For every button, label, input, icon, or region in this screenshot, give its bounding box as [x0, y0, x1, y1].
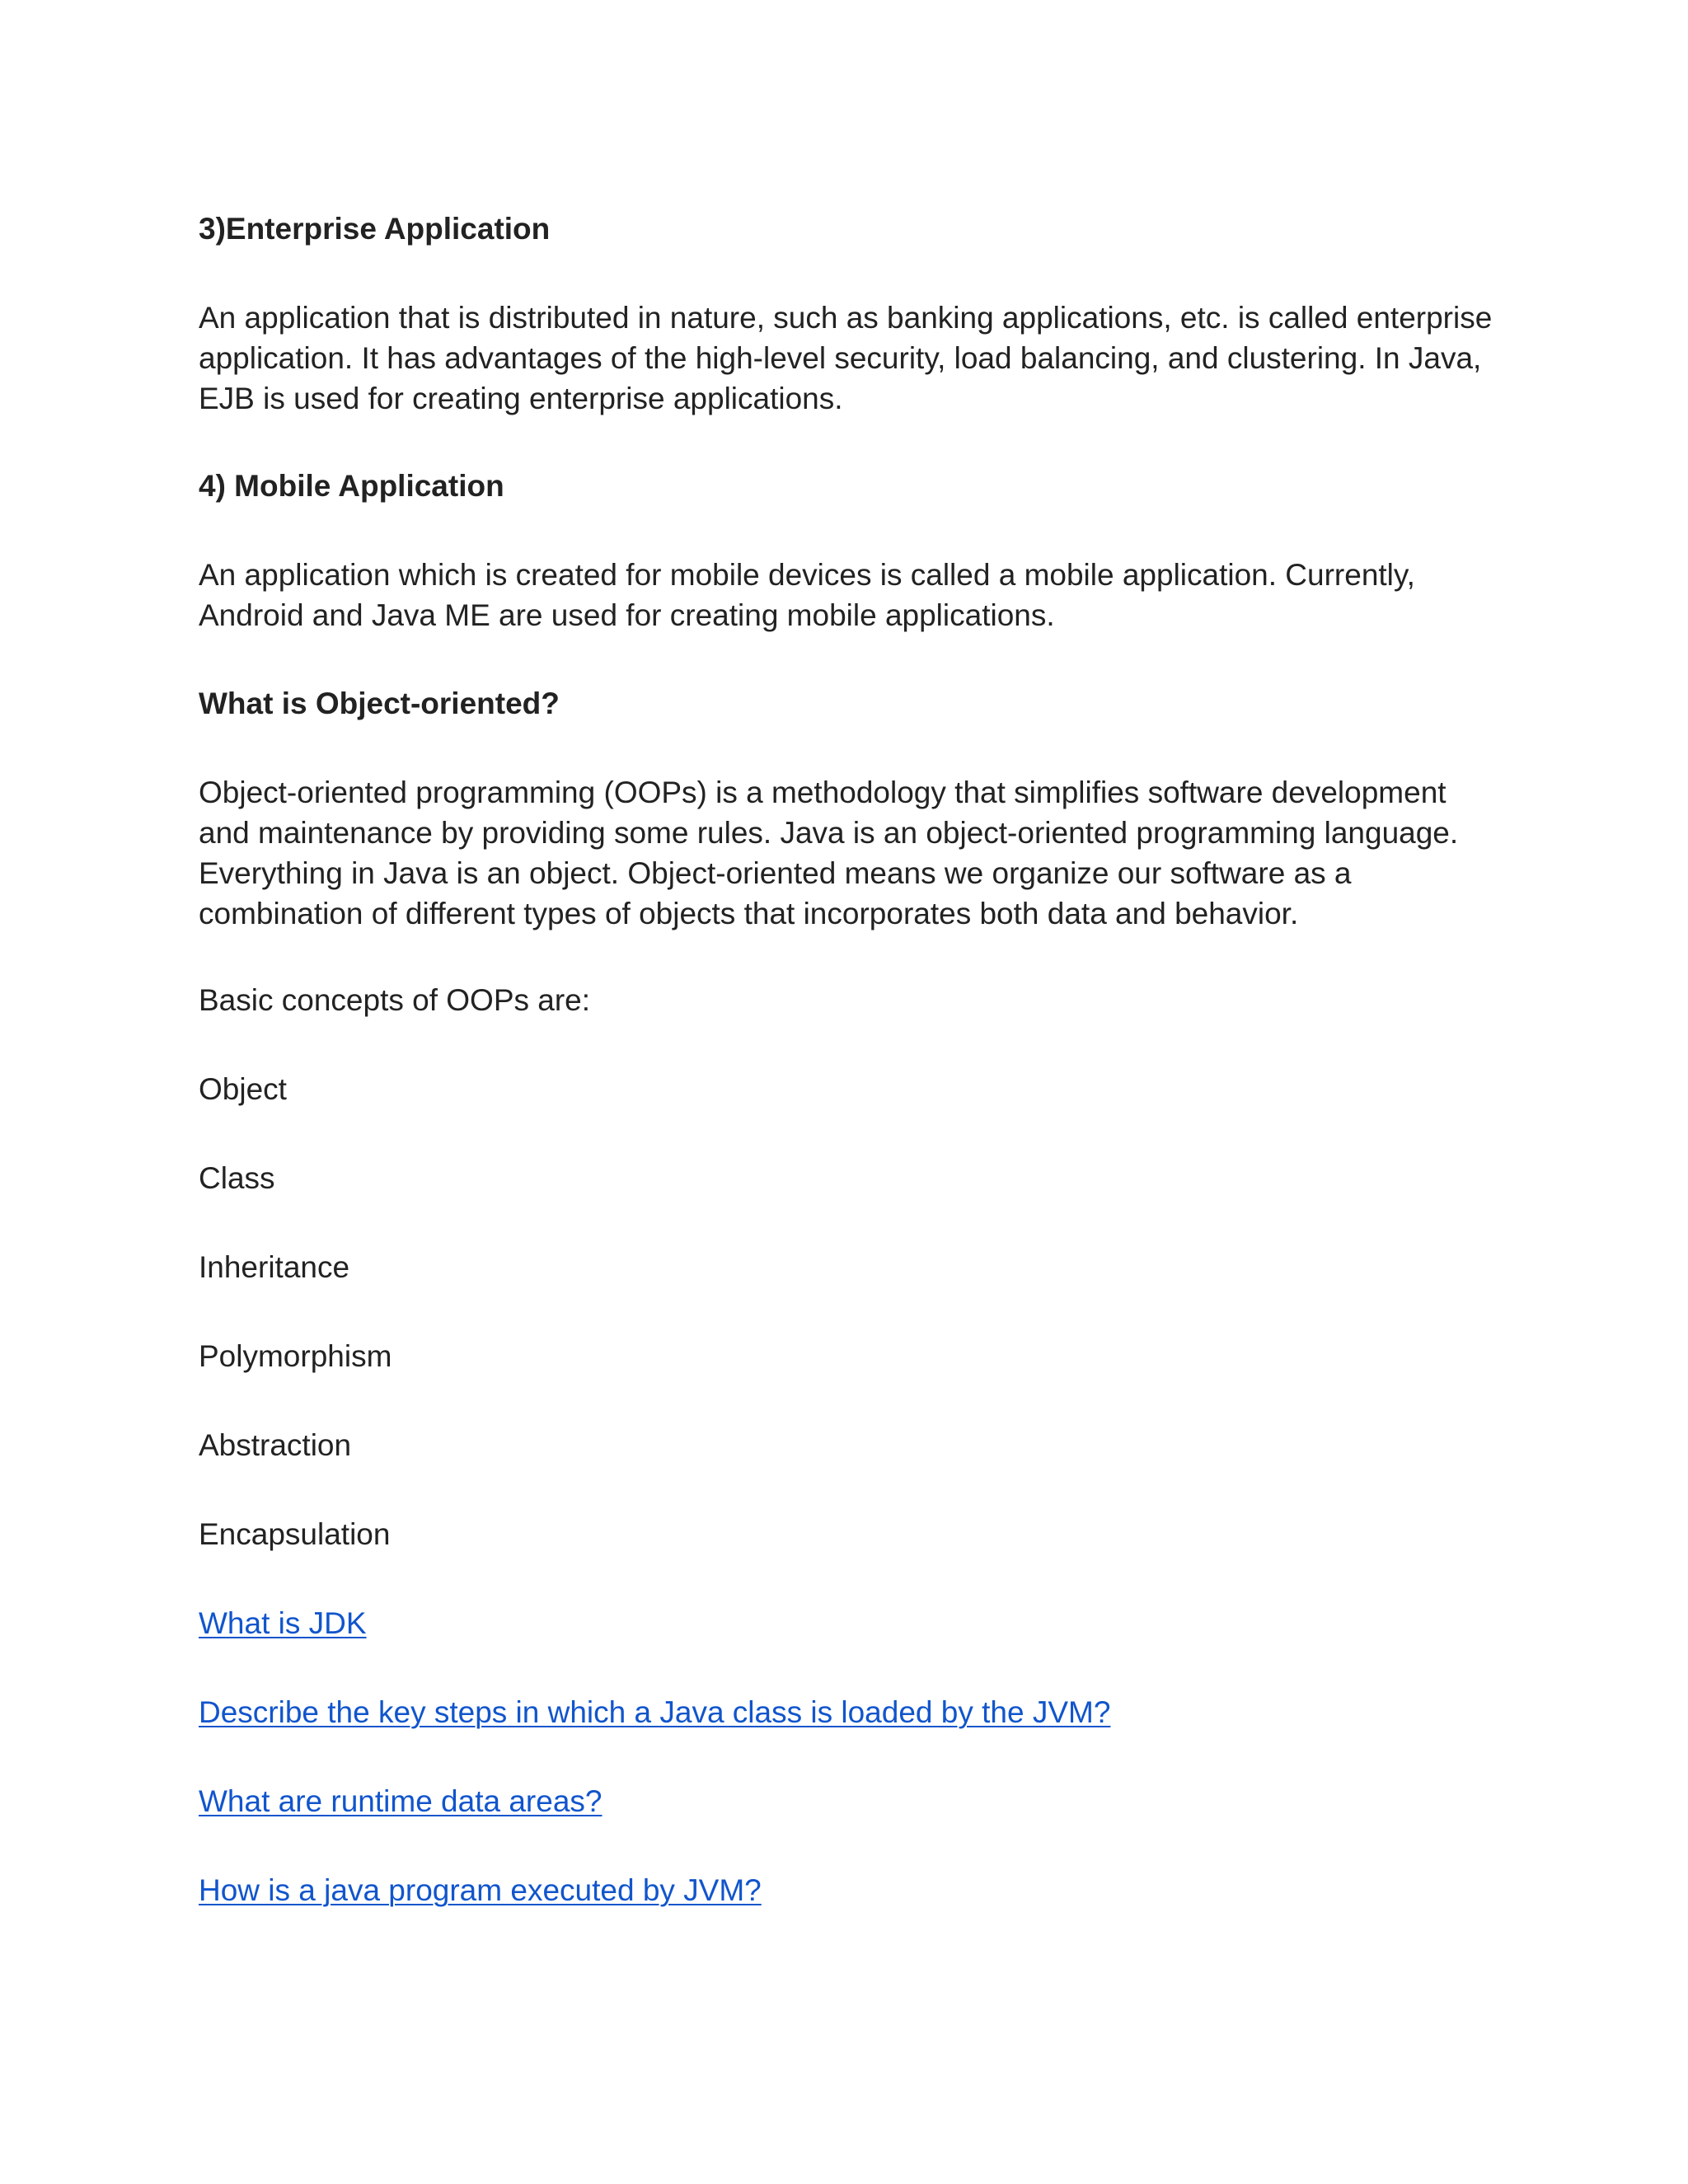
concept-item-abstraction: Abstraction — [199, 1428, 352, 1462]
class-loading-steps-link[interactable]: Describe the key steps in which a Java class is loaded by the JVM? — [199, 1695, 1111, 1729]
mobile-application-paragraph: An application which is created for mobile devices is called a mobile application. Currently, Android and Java ME are used for creating mobile applications. — [199, 558, 1415, 632]
enterprise-application-paragraph: An application that is distributed in nature, such as banking applications, etc. is called enterprise application. It has advantages of the high-level security, load balancing, and clustering. In Java, EJB is used for creating enterprise applications. — [199, 301, 1493, 415]
concept-item-object: Object — [199, 1072, 287, 1106]
oops-concepts-intro: Basic concepts of OOPs are: — [199, 983, 591, 1017]
concept-item-polymorphism: Polymorphism — [199, 1339, 392, 1373]
concept-item-inheritance: Inheritance — [199, 1250, 350, 1284]
link-row-runtime-data-areas — [199, 1781, 1501, 1821]
what-is-jdk-link[interactable]: What is JDK — [199, 1606, 367, 1640]
object-oriented-heading: What is Object-oriented? — [199, 687, 560, 720]
link-row-jvm-execution — [199, 1870, 1501, 1910]
jvm-program-execution-link[interactable]: How is a java program executed by JVM? — [199, 1873, 762, 1907]
enterprise-application-heading: 3)Enterprise Application — [199, 212, 551, 246]
mobile-application-heading: 4) Mobile Application — [199, 469, 504, 503]
object-oriented-paragraph: Object-oriented programming (OOPs) is a methodology that simplifies software development and maintenance by providing some rules. Java is an object-oriented programming language. Everything in Java is an object. Object-oriented means we organize our software as a combination of different types of objects that incorporates both data and behavior. — [199, 776, 1459, 930]
link-row-class-loading — [199, 1692, 1501, 1732]
runtime-data-areas-link[interactable]: What are runtime data areas? — [199, 1784, 603, 1818]
concept-item-class: Class — [199, 1161, 275, 1195]
link-row-jdk — [199, 1603, 1501, 1643]
concept-item-encapsulation: Encapsulation — [199, 1517, 391, 1551]
